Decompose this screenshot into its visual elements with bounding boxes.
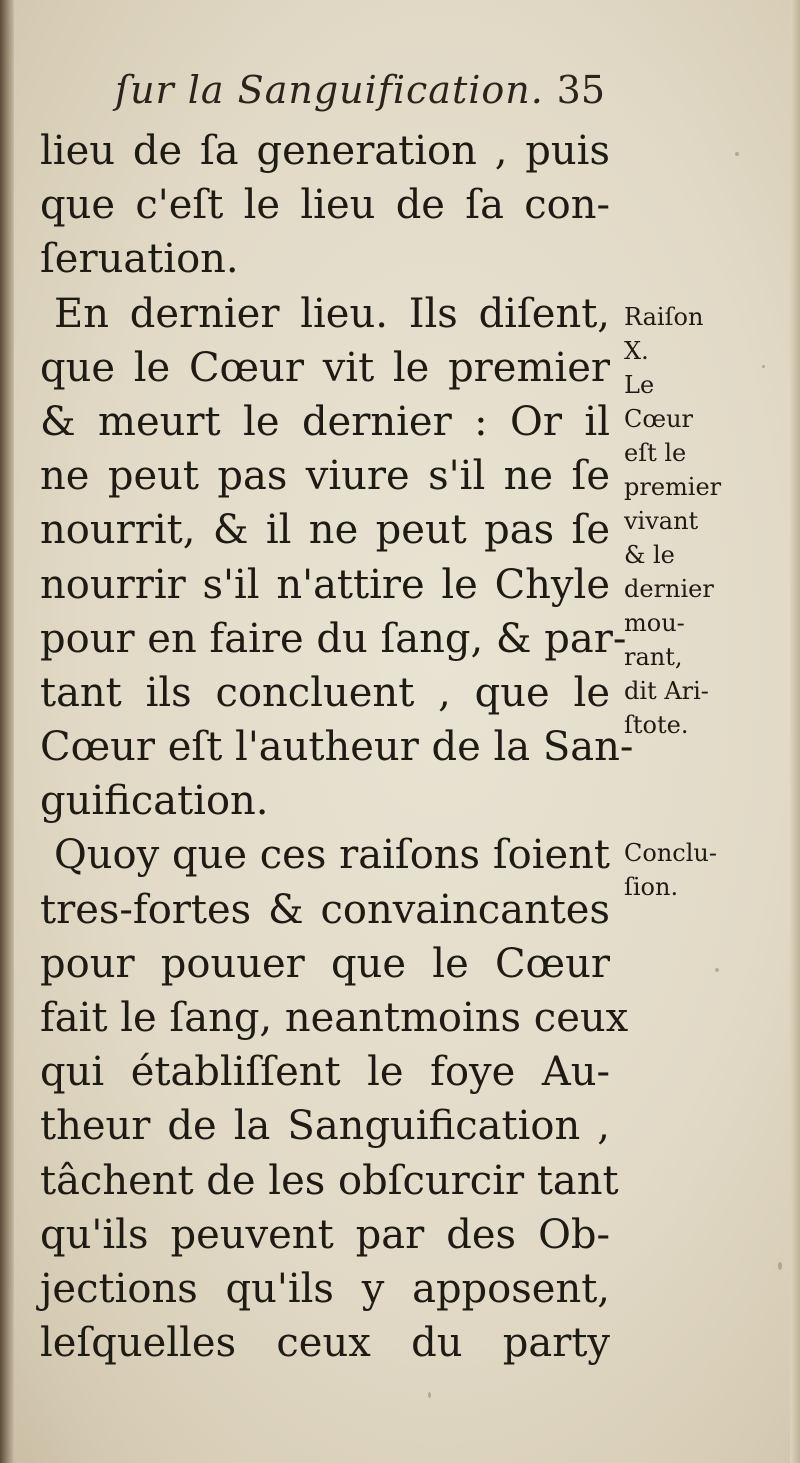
text-line: Cœur eſt l'autheur de la San- (40, 724, 634, 771)
text-line: nourrir s'il n'attire le Chyle (40, 561, 610, 608)
paper-speck (778, 1262, 782, 1270)
margin-note-line: Conclu- (624, 839, 717, 867)
main-text-block (40, 124, 634, 1370)
margin-note-line: mou- (624, 609, 685, 637)
text-line: qui établiſſent le foye Au- (40, 1049, 610, 1096)
text-line: nourrit, & il ne peut pas ſe (40, 507, 610, 554)
margin-note-line: ſtote. (624, 711, 689, 739)
text-line: pour en faire du ſang, & par- (40, 615, 627, 662)
margin-note-line: Le (624, 371, 655, 399)
text-line: tant ils concluent , que le (40, 669, 610, 716)
margin-note-conclusion (624, 836, 764, 904)
page-number: 35 (556, 68, 605, 112)
margin-note-line: premier (624, 473, 722, 501)
running-head (115, 68, 605, 124)
margin-note-line: X. (624, 337, 649, 365)
margin-note-line: Cœur (624, 405, 694, 433)
margin-note-raison (624, 300, 764, 742)
paper-speck (762, 365, 765, 368)
margin-note-line: rant, (624, 643, 683, 671)
text-line: lieu de ſa generation , puis (40, 128, 610, 174)
text-line: qu'ils peuvent par des Ob- (40, 1211, 610, 1258)
margin-note-line: vivant (624, 507, 699, 535)
text-line: theur de la Sanguification , (40, 1103, 610, 1150)
margin-note-line: dit Ari- (624, 677, 709, 705)
text-line: jections qu'ils y apposent, (40, 1265, 610, 1312)
text-line: Quoy que ces raiſons ſoient (54, 832, 610, 879)
text-line: tâchent de les obſcurcir tant (40, 1157, 619, 1204)
text-line: pour pouuer que le Cœur (40, 940, 610, 987)
text-line: En dernier lieu. Ils diſent, (54, 290, 610, 337)
text-line: tres-fortes & convaincantes (40, 886, 610, 933)
paper-speck (715, 968, 719, 972)
text-line: ſeruation. (40, 236, 239, 283)
margin-note-line: dernier (624, 575, 714, 603)
text-line: guification. (40, 778, 269, 825)
paper-speck (428, 1392, 431, 1398)
text-line: & meurt le dernier : Or il (40, 398, 610, 445)
running-head-title: ſur la Sanguification. (115, 68, 544, 112)
margin-note-line: eſt le (624, 439, 687, 467)
margin-note-line: & le (624, 541, 675, 569)
text-line: ne peut pas viure s'il ne ſe (40, 453, 610, 500)
text-line: leſquelles ceux du party (40, 1320, 610, 1367)
margin-note-line: Raiſon (624, 303, 704, 331)
text-line: que c'eſt le lieu de ſa con- (40, 182, 610, 229)
text-line: fait le ſang, neantmoins ceux (40, 995, 629, 1041)
text-line: que le Cœur vit le premier (40, 344, 610, 391)
paper-speck (735, 152, 739, 156)
margin-note-line: ſion. (624, 873, 679, 901)
